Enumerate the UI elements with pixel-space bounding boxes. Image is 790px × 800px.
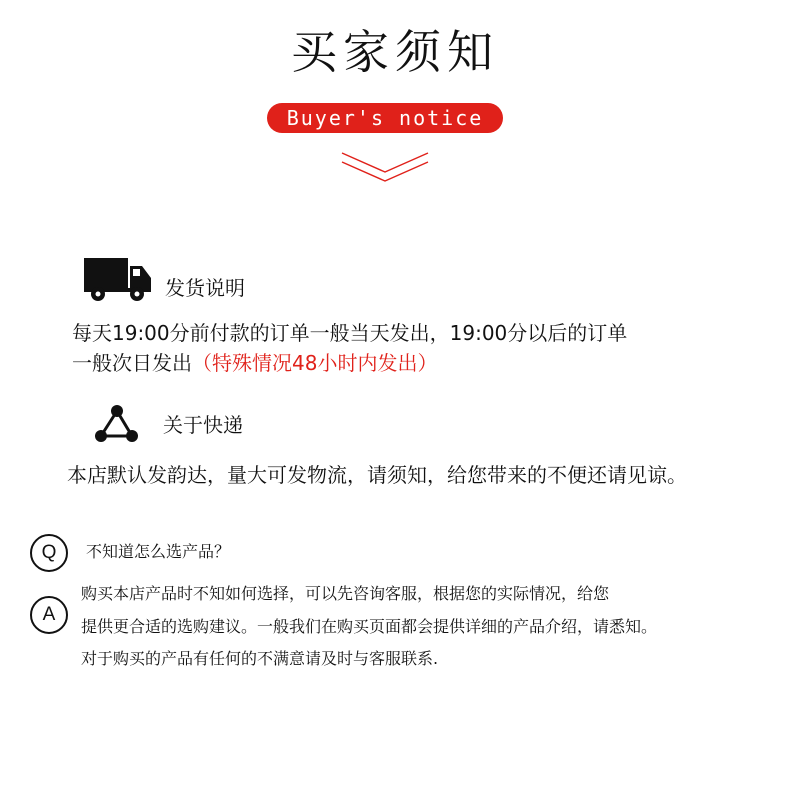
shipping-text-main: 一般次日发出: [72, 351, 192, 375]
courier-label: 关于快递: [163, 413, 243, 437]
shipping-text-note: （特殊情况48小时内发出）: [192, 351, 438, 375]
page-title: 买家须知: [291, 25, 499, 79]
shipping-text-line1: 每天19:00分前付款的订单一般当天发出，19:00分以后的订单: [72, 321, 628, 345]
truck-icon: [84, 258, 152, 302]
faq-answer-line3: 对于购买的产品有任何的不满意请及时与客服联系.: [81, 649, 439, 668]
faq-answer-line2: 提供更合适的选购建议。一般我们在购买页面都会提供详细的产品介绍，请悉知。: [81, 617, 658, 636]
faq-question: 不知道怎么选产品？: [86, 542, 231, 561]
courier-text: 本店默认发韵达，量大可发物流，请须知，给您带来的不便还请见谅。: [67, 463, 687, 487]
subtitle-badge: Buyer's notice: [267, 103, 503, 133]
answer-badge: A: [30, 596, 68, 634]
triangle-nodes-icon: [94, 403, 140, 443]
shipping-label: 发货说明: [165, 276, 245, 300]
faq-answer-line1: 购买本店产品时不知如何选择，可以先咨询客服，根据您的实际情况，给您: [81, 584, 610, 603]
shipping-text-line2: [72, 348, 437, 378]
question-badge: Q: [30, 534, 68, 572]
double-chevron-down-icon: [340, 150, 430, 186]
